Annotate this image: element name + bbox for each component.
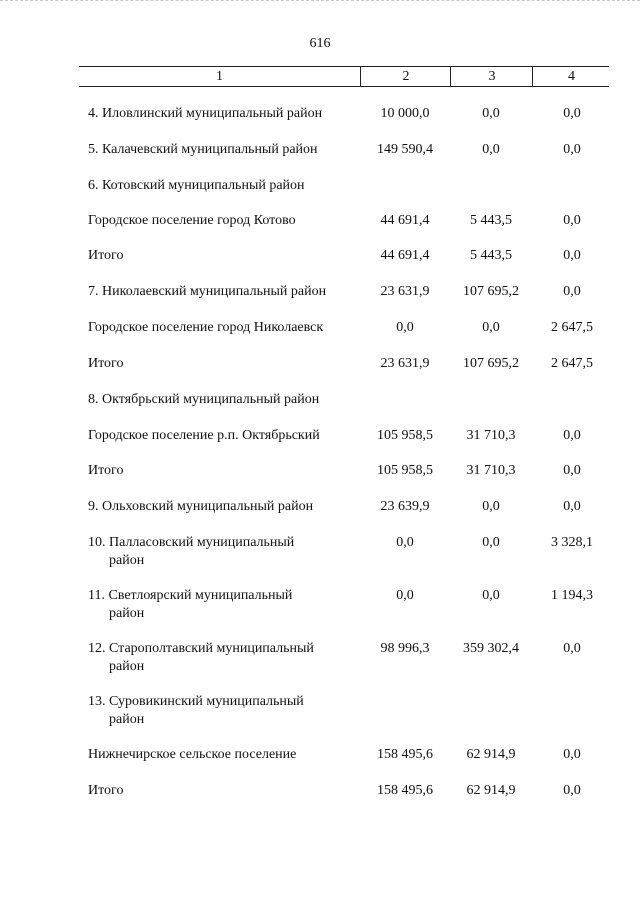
row-col-3: 0,0: [482, 499, 500, 514]
row-col-4: 2 647,5: [551, 320, 593, 335]
row-col-2: 158 495,6: [377, 783, 433, 798]
page-number: 616: [309, 36, 331, 51]
table-header: [79, 66, 609, 87]
row-col-2: 44 691,4: [380, 213, 430, 228]
row-col-3: 359 302,4: [463, 641, 519, 656]
row-col-3: 0,0: [482, 142, 500, 157]
row-name: Городское поселение р.п. Октябрьский: [88, 428, 320, 443]
row-col-4: 0,0: [563, 428, 581, 443]
row-name: [88, 534, 358, 570]
row-name-line-1: 10. Палласовский муниципальный: [88, 535, 295, 550]
row-col-4: 2 647,5: [551, 356, 593, 371]
scan-edge-line: [0, 0, 640, 4]
row-name: Итого: [88, 463, 124, 478]
row-name: 7. Николаевский муниципальный район: [88, 284, 327, 299]
row-col-2: 98 996,3: [380, 641, 430, 656]
row-col-2: 149 590,4: [377, 142, 433, 157]
row-name-line-2: район: [109, 659, 145, 674]
row-col-4: 0,0: [563, 641, 581, 656]
row-name: Городское поселение город Николаевск: [88, 320, 324, 335]
row-col-2: 0,0: [396, 320, 414, 335]
row-col-2: 23 631,9: [380, 284, 430, 299]
row-col-2: 0,0: [396, 588, 414, 603]
row-name-line-2: район: [109, 606, 145, 621]
row-col-3: 0,0: [482, 320, 500, 335]
row-col-3: 107 695,2: [463, 284, 519, 299]
row-col-2: 158 495,6: [377, 747, 433, 762]
row-col-3: 5 443,5: [470, 248, 512, 263]
row-col-2: 44 691,4: [380, 248, 430, 263]
row-col-4: 0,0: [563, 213, 581, 228]
header-col-3: 3: [450, 67, 533, 86]
row-name: Итого: [88, 248, 124, 263]
row-col-4: 0,0: [563, 747, 581, 762]
row-col-2: 23 639,9: [380, 499, 430, 514]
row-name: 5. Калачевский муниципальный район: [88, 142, 318, 157]
row-col-3: 5 443,5: [470, 213, 512, 228]
row-col-2: 10 000,0: [380, 106, 430, 121]
row-col-4: 0,0: [563, 142, 581, 157]
row-name: Нижнечирское сельское поселение: [88, 747, 297, 762]
row-name-line-1: 11. Светлоярский муниципальный: [88, 588, 293, 603]
header-col-4: 4: [532, 67, 610, 86]
row-col-4: 0,0: [563, 463, 581, 478]
row-name: Городское поселение город Котово: [88, 213, 296, 228]
row-name-line-2: район: [109, 553, 145, 568]
row-col-4: 0,0: [563, 106, 581, 121]
row-col-3: 0,0: [482, 588, 500, 603]
row-col-3: 62 914,9: [466, 783, 516, 798]
header-col-2: 2: [360, 67, 451, 86]
row-col-3: 31 710,3: [466, 463, 516, 478]
row-col-3: 62 914,9: [466, 747, 516, 762]
row-col-4: 0,0: [563, 248, 581, 263]
row-name: Итого: [88, 783, 124, 798]
row-col-4: 0,0: [563, 499, 581, 514]
row-name: 6. Котовский муниципальный район: [88, 178, 305, 193]
row-col-2: 105 958,5: [377, 428, 433, 443]
row-name-line-1: 13. Суровикинский муниципальный: [88, 694, 304, 709]
row-name: Итого: [88, 356, 124, 371]
row-col-3: 0,0: [482, 535, 500, 550]
row-col-4: 3 328,1: [551, 535, 593, 550]
row-col-4: 0,0: [563, 284, 581, 299]
row-col-2: 105 958,5: [377, 463, 433, 478]
row-name: 9. Ольховский муниципальный район: [88, 499, 314, 514]
row-col-2: 0,0: [396, 535, 414, 550]
row-col-4: 1 194,3: [551, 588, 593, 603]
row-name: 4. Иловлинский муниципальный район: [88, 106, 323, 121]
row-name: [88, 640, 358, 676]
row-col-2: 23 631,9: [380, 356, 430, 371]
row-col-3: 107 695,2: [463, 356, 519, 371]
row-col-4: 0,0: [563, 783, 581, 798]
row-name-line-2: район: [109, 712, 145, 727]
header-col-1: 1: [216, 69, 223, 84]
row-name-line-1: 12. Старополтавский муниципальный: [88, 641, 314, 656]
row-col-3: 0,0: [482, 106, 500, 121]
row-col-3: 31 710,3: [466, 428, 516, 443]
row-name: 8. Октябрьский муниципальный район: [88, 392, 320, 407]
row-name: [88, 693, 358, 729]
row-name: [88, 587, 358, 623]
